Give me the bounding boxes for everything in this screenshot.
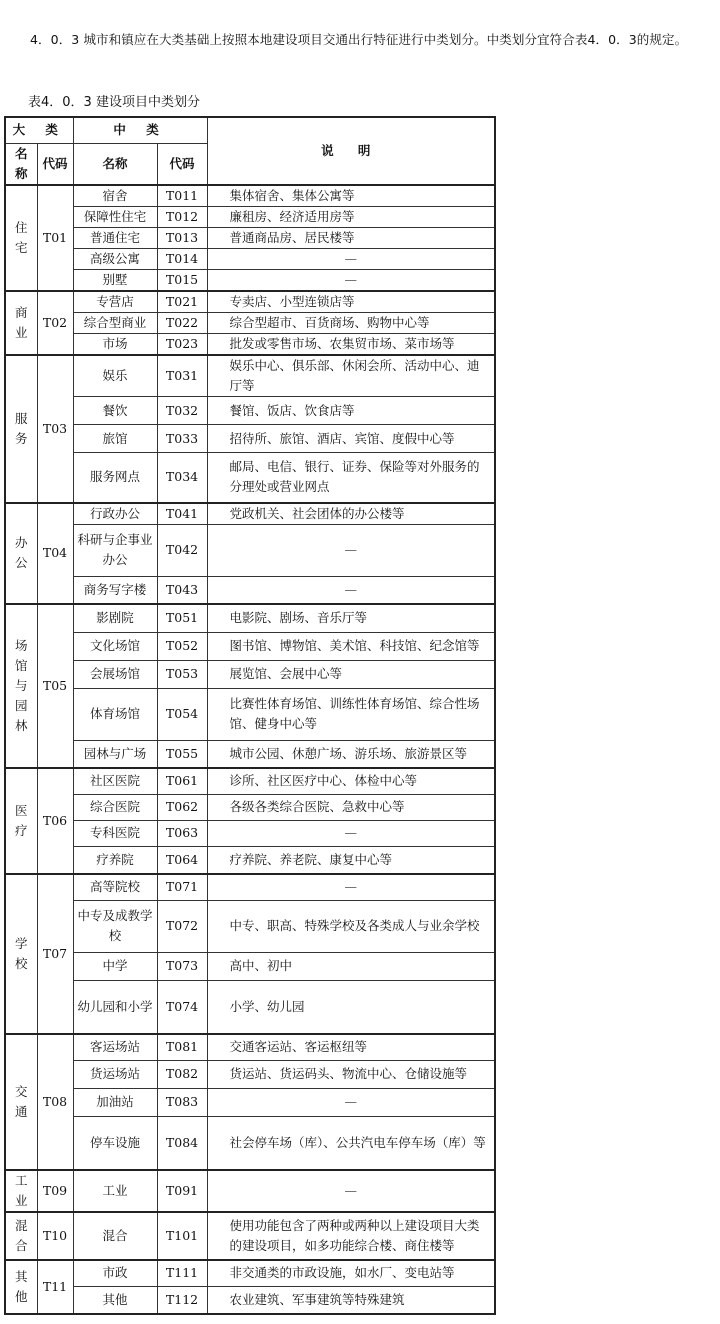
major-category-name: 医疗 bbox=[5, 768, 37, 874]
major-category-name: 住宅 bbox=[5, 185, 37, 291]
description-cell: — bbox=[207, 1170, 495, 1212]
table-caption: 表4．0．3 建设项目中类划分 bbox=[28, 95, 200, 110]
description-cell: 娱乐中心、俱乐部、休闲会所、活动中心、迪厅等 bbox=[207, 355, 495, 397]
major-category-code: T06 bbox=[37, 768, 73, 874]
major-category-code: T02 bbox=[37, 291, 73, 355]
major-category-code: T08 bbox=[37, 1034, 73, 1170]
table-row bbox=[5, 604, 495, 632]
description-cell: 交通客运站、客运枢纽等 bbox=[207, 1034, 495, 1060]
major-category-name: 服务 bbox=[5, 355, 37, 503]
medium-category-name: 高等院校 bbox=[73, 874, 157, 900]
medium-category-name: 园林与广场 bbox=[73, 740, 157, 768]
description-cell: 使用功能包含了两种或两种以上建设项目大类的建设项目，如多功能综合楼、商住楼等 bbox=[207, 1212, 495, 1260]
medium-category-name: 别墅 bbox=[73, 269, 157, 291]
medium-category-name: 餐饮 bbox=[73, 397, 157, 425]
description-cell: 中专、职高、特殊学校及各类成人与业余学校 bbox=[207, 900, 495, 952]
description-cell: 展览馆、会展中心等 bbox=[207, 660, 495, 688]
major-category-code: T09 bbox=[37, 1170, 73, 1212]
medium-category-code: T063 bbox=[157, 820, 207, 846]
description-cell: — bbox=[207, 576, 495, 604]
header-major-category: 大 类 bbox=[5, 117, 73, 143]
medium-category-code: T091 bbox=[157, 1170, 207, 1212]
description-cell: 农业建筑、军事建筑等特殊建筑 bbox=[207, 1286, 495, 1314]
description-cell: 普通商品房、居民楼等 bbox=[207, 227, 495, 248]
medium-category-code: T062 bbox=[157, 794, 207, 820]
medium-category-name: 中专及成教学校 bbox=[73, 900, 157, 952]
table-body bbox=[5, 185, 495, 1315]
table-row bbox=[5, 1260, 495, 1286]
medium-category-name: 停车设施 bbox=[73, 1116, 157, 1170]
medium-category-code: T012 bbox=[157, 206, 207, 227]
table-row bbox=[5, 980, 495, 1034]
medium-category-name: 社区医院 bbox=[73, 768, 157, 794]
table-row bbox=[5, 397, 495, 425]
medium-category-code: T053 bbox=[157, 660, 207, 688]
table-row bbox=[5, 740, 495, 768]
description-cell: 专卖店、小型连锁店等 bbox=[207, 291, 495, 313]
major-category-code: T07 bbox=[37, 874, 73, 1034]
medium-category-code: T022 bbox=[157, 312, 207, 333]
description-cell: 餐馆、饭店、饮食店等 bbox=[207, 397, 495, 425]
medium-category-code: T101 bbox=[157, 1212, 207, 1260]
medium-category-name: 幼儿园和小学 bbox=[73, 980, 157, 1034]
major-category-code: T01 bbox=[37, 185, 73, 291]
description-cell: 社会停车场（库）、公共汽电车停车场（库）等 bbox=[207, 1116, 495, 1170]
medium-category-code: T052 bbox=[157, 632, 207, 660]
table-row bbox=[5, 185, 495, 207]
medium-category-code: T042 bbox=[157, 524, 207, 576]
classification-table bbox=[4, 116, 496, 1315]
medium-category-code: T014 bbox=[157, 248, 207, 269]
major-category-name: 商业 bbox=[5, 291, 37, 355]
description-cell: 邮局、电信、银行、证券、保险等对外服务的分理处或营业网点 bbox=[207, 453, 495, 503]
major-category-name: 学校 bbox=[5, 874, 37, 1034]
medium-category-code: T051 bbox=[157, 604, 207, 632]
medium-category-name: 旅馆 bbox=[73, 425, 157, 453]
table-row bbox=[5, 768, 495, 794]
paragraph-number: 4．0．3 bbox=[30, 32, 80, 47]
table-row bbox=[5, 312, 495, 333]
medium-category-code: T015 bbox=[157, 269, 207, 291]
medium-category-code: T061 bbox=[157, 768, 207, 794]
medium-category-code: T073 bbox=[157, 952, 207, 980]
description-cell: 高中、初中 bbox=[207, 952, 495, 980]
table-row bbox=[5, 206, 495, 227]
description-cell: 党政机关、社会团体的办公楼等 bbox=[207, 503, 495, 525]
major-category-name: 办公 bbox=[5, 503, 37, 605]
medium-category-name: 体育场馆 bbox=[73, 688, 157, 740]
medium-category-name: 影剧院 bbox=[73, 604, 157, 632]
table-row bbox=[5, 503, 495, 525]
medium-category-code: T011 bbox=[157, 185, 207, 207]
medium-category-name: 专科医院 bbox=[73, 820, 157, 846]
medium-category-name: 疗养院 bbox=[73, 846, 157, 874]
table-row bbox=[5, 688, 495, 740]
description-cell: 小学、幼儿园 bbox=[207, 980, 495, 1034]
header-medium-code: 代码 bbox=[157, 143, 207, 185]
medium-category-name: 其他 bbox=[73, 1286, 157, 1314]
medium-category-name: 工业 bbox=[73, 1170, 157, 1212]
medium-category-name: 会展场馆 bbox=[73, 660, 157, 688]
header-medium-name: 名称 bbox=[73, 143, 157, 185]
medium-category-name: 商务写字楼 bbox=[73, 576, 157, 604]
major-category-name: 混合 bbox=[5, 1212, 37, 1260]
medium-category-code: T072 bbox=[157, 900, 207, 952]
major-category-name: 场馆与园林 bbox=[5, 604, 37, 768]
description-cell: 比赛性体育场馆、训练性体育场馆、综合性场馆、健身中心等 bbox=[207, 688, 495, 740]
intro-paragraph bbox=[2, 28, 716, 52]
description-cell: 各级各类综合医院、急救中心等 bbox=[207, 794, 495, 820]
medium-category-code: T055 bbox=[157, 740, 207, 768]
medium-category-code: T023 bbox=[157, 333, 207, 355]
medium-category-name: 客运场站 bbox=[73, 1034, 157, 1060]
table-row bbox=[5, 291, 495, 313]
medium-category-code: T033 bbox=[157, 425, 207, 453]
medium-category-code: T082 bbox=[157, 1060, 207, 1088]
medium-category-name: 宿舍 bbox=[73, 185, 157, 207]
medium-category-name: 综合型商业 bbox=[73, 312, 157, 333]
table-row bbox=[5, 425, 495, 453]
medium-category-name: 文化场馆 bbox=[73, 632, 157, 660]
description-cell: 诊所、社区医疗中心、体检中心等 bbox=[207, 768, 495, 794]
table-row bbox=[5, 660, 495, 688]
medium-category-code: T032 bbox=[157, 397, 207, 425]
description-cell: — bbox=[207, 524, 495, 576]
medium-category-code: T064 bbox=[157, 846, 207, 874]
medium-category-code: T043 bbox=[157, 576, 207, 604]
table-row bbox=[5, 846, 495, 874]
table-row bbox=[5, 952, 495, 980]
table-row bbox=[5, 355, 495, 397]
medium-category-code: T054 bbox=[157, 688, 207, 740]
table-row bbox=[5, 248, 495, 269]
major-category-code: T10 bbox=[37, 1212, 73, 1260]
medium-category-name: 混合 bbox=[73, 1212, 157, 1260]
major-category-code: T03 bbox=[37, 355, 73, 503]
paragraph-text: 城市和镇应在大类基础上按照本地建设项目交通出行特征进行中类划分。中类划分宜符合表4．0．3的规定。 bbox=[83, 32, 688, 47]
description-cell: 集体宿舍、集体公寓等 bbox=[207, 185, 495, 207]
table-row bbox=[5, 632, 495, 660]
medium-category-code: T013 bbox=[157, 227, 207, 248]
medium-category-code: T041 bbox=[157, 503, 207, 525]
major-category-code: T04 bbox=[37, 503, 73, 605]
description-cell: — bbox=[207, 820, 495, 846]
table-row bbox=[5, 1060, 495, 1088]
medium-category-name: 保障性住宅 bbox=[73, 206, 157, 227]
medium-category-name: 市场 bbox=[73, 333, 157, 355]
table-row bbox=[5, 1088, 495, 1116]
medium-category-code: T031 bbox=[157, 355, 207, 397]
table-row bbox=[5, 874, 495, 900]
description-cell: 货运站、货运码头、物流中心、仓储设施等 bbox=[207, 1060, 495, 1088]
table-row bbox=[5, 900, 495, 952]
medium-category-code: T112 bbox=[157, 1286, 207, 1314]
medium-category-name: 加油站 bbox=[73, 1088, 157, 1116]
medium-category-code: T034 bbox=[157, 453, 207, 503]
medium-category-code: T083 bbox=[157, 1088, 207, 1116]
table-row bbox=[5, 227, 495, 248]
medium-category-code: T071 bbox=[157, 874, 207, 900]
medium-category-name: 市政 bbox=[73, 1260, 157, 1286]
table-row bbox=[5, 1286, 495, 1314]
table-row bbox=[5, 794, 495, 820]
medium-category-name: 综合医院 bbox=[73, 794, 157, 820]
table-row bbox=[5, 333, 495, 355]
major-category-code: T05 bbox=[37, 604, 73, 768]
medium-category-code: T081 bbox=[157, 1034, 207, 1060]
medium-category-name: 普通住宅 bbox=[73, 227, 157, 248]
description-cell: — bbox=[207, 248, 495, 269]
medium-category-name: 娱乐 bbox=[73, 355, 157, 397]
description-cell: 非交通类的市政设施，如水厂、变电站等 bbox=[207, 1260, 495, 1286]
medium-category-name: 高级公寓 bbox=[73, 248, 157, 269]
table-row bbox=[5, 1170, 495, 1212]
table-row bbox=[5, 1116, 495, 1170]
table-row bbox=[5, 820, 495, 846]
table-row bbox=[5, 524, 495, 576]
description-cell: — bbox=[207, 874, 495, 900]
description-cell: — bbox=[207, 269, 495, 291]
header-major-code: 代码 bbox=[37, 143, 73, 185]
medium-category-code: T111 bbox=[157, 1260, 207, 1286]
table-row bbox=[5, 576, 495, 604]
major-category-name: 工业 bbox=[5, 1170, 37, 1212]
table-row bbox=[5, 1212, 495, 1260]
description-cell: — bbox=[207, 1088, 495, 1116]
description-cell: 综合型超市、百货商场、购物中心等 bbox=[207, 312, 495, 333]
medium-category-code: T084 bbox=[157, 1116, 207, 1170]
description-cell: 廉租房、经济适用房等 bbox=[207, 206, 495, 227]
medium-category-name: 服务网点 bbox=[73, 453, 157, 503]
medium-category-code: T074 bbox=[157, 980, 207, 1034]
major-category-name: 交通 bbox=[5, 1034, 37, 1170]
description-cell: 招待所、旅馆、酒店、宾馆、度假中心等 bbox=[207, 425, 495, 453]
medium-category-name: 中学 bbox=[73, 952, 157, 980]
header-medium-category: 中 类 bbox=[73, 117, 207, 143]
table-row bbox=[5, 269, 495, 291]
description-cell: 电影院、剧场、音乐厅等 bbox=[207, 604, 495, 632]
header-description: 说 明 bbox=[207, 117, 495, 185]
table-row bbox=[5, 453, 495, 503]
description-cell: 图书馆、博物馆、美术馆、科技馆、纪念馆等 bbox=[207, 632, 495, 660]
medium-category-name: 货运场站 bbox=[73, 1060, 157, 1088]
medium-category-name: 科研与企事业办公 bbox=[73, 524, 157, 576]
description-cell: 疗养院、养老院、康复中心等 bbox=[207, 846, 495, 874]
description-cell: 城市公园、休憩广场、游乐场、旅游景区等 bbox=[207, 740, 495, 768]
medium-category-code: T021 bbox=[157, 291, 207, 313]
table-row bbox=[5, 1034, 495, 1060]
major-category-name: 其他 bbox=[5, 1260, 37, 1314]
medium-category-name: 专营店 bbox=[73, 291, 157, 313]
medium-category-name: 行政办公 bbox=[73, 503, 157, 525]
description-cell: 批发或零售市场、农集贸市场、菜市场等 bbox=[207, 333, 495, 355]
header-major-name: 名称 bbox=[5, 143, 37, 185]
major-category-code: T11 bbox=[37, 1260, 73, 1314]
